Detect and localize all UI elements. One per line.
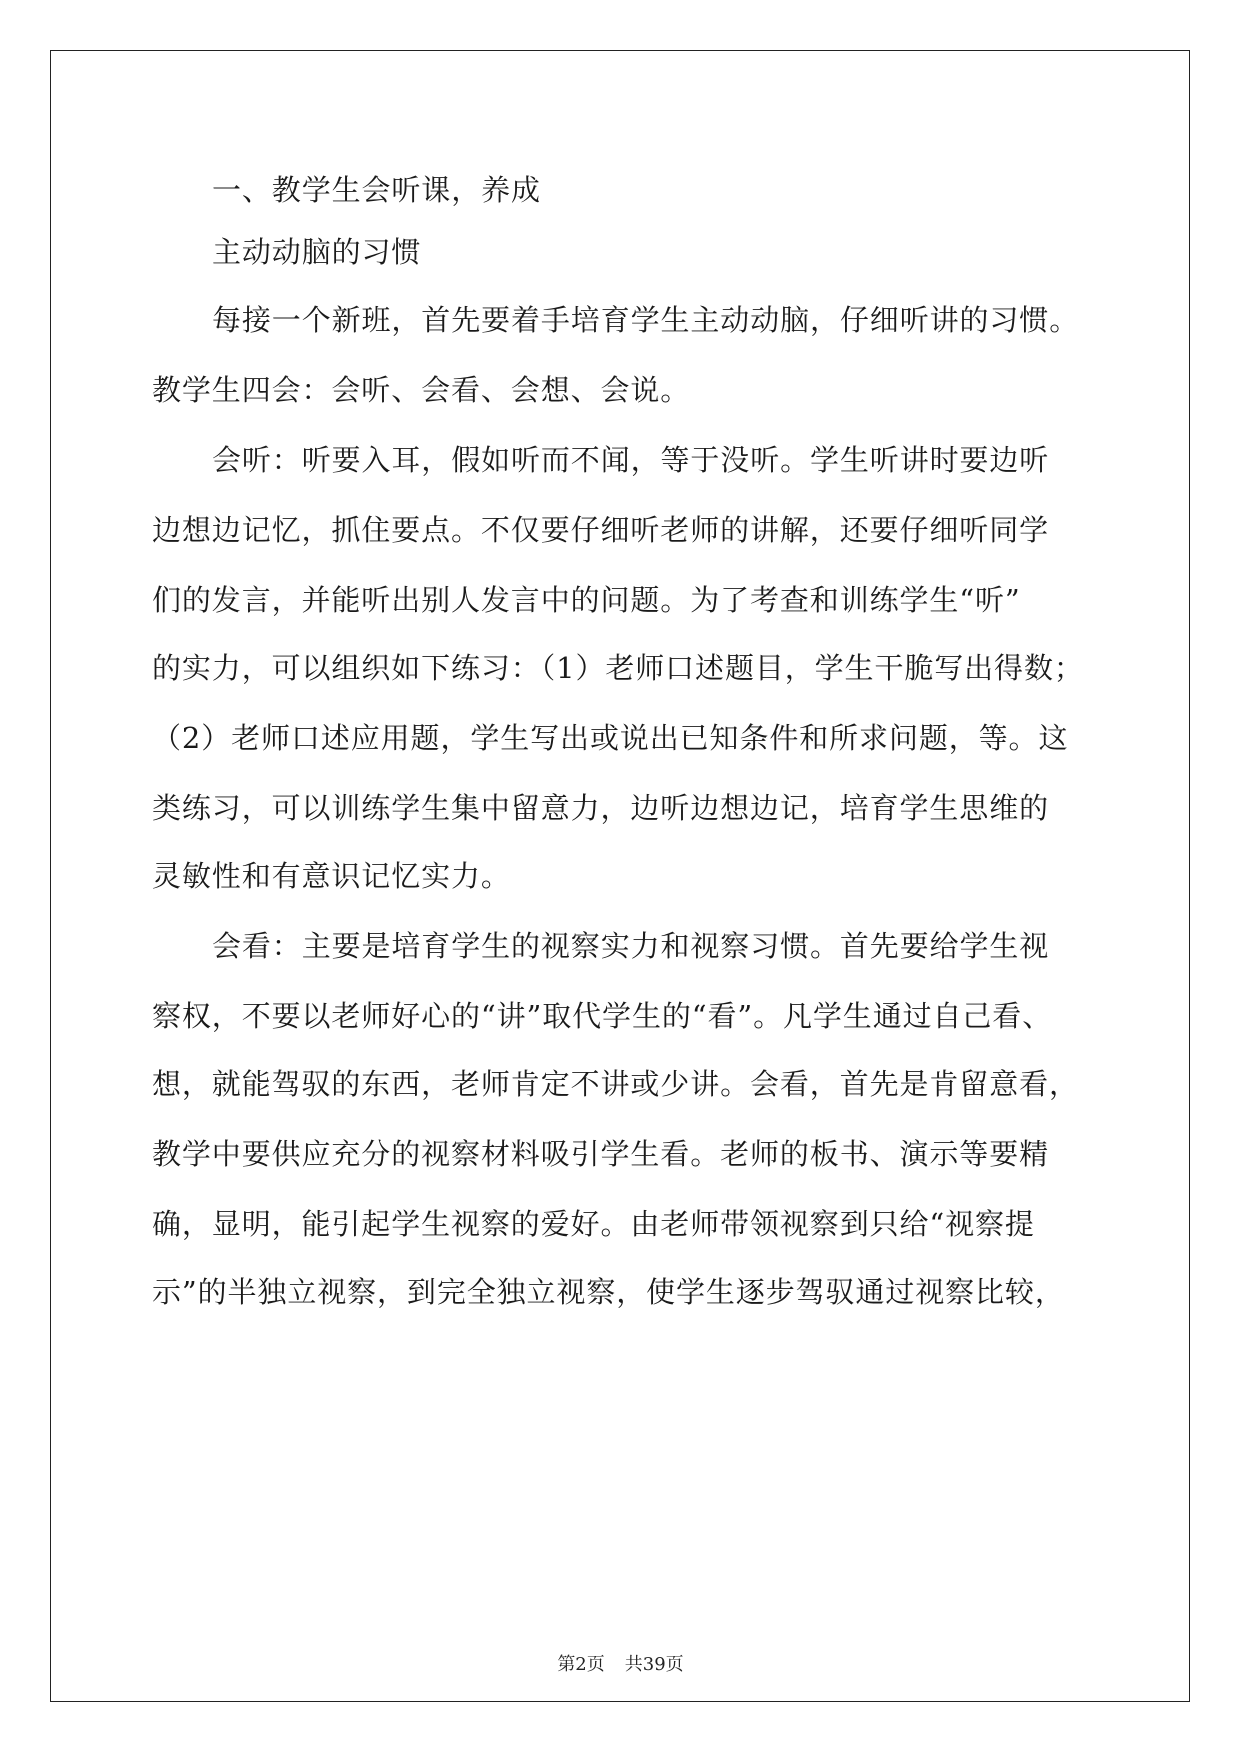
paragraph-line: 会听：听要入耳，假如听而不闻，等于没听。学生听讲时要边听 (212, 443, 1050, 477)
paragraph-line: 每接一个新班，首先要着手培育学生主动动脑，仔细听讲的习惯。 (212, 303, 1080, 337)
page-footer (0, 1650, 1241, 1676)
paragraph-line: 们的发言，并能听出别人发言中的问题。为了考查和训练学生“听” (152, 583, 1021, 617)
paragraph-line: 示”的半独立视察，到完全独立视察，使学生逐步驾驭通过视察比较， (152, 1275, 1065, 1309)
paragraph-line: 类练习，可以训练学生集中留意力，边听边想边记，培育学生思维的 (152, 791, 1050, 825)
paragraph-line: 会看：主要是培育学生的视察实力和视察习惯。首先要给学生视 (212, 929, 1050, 963)
page-number: 第2页 (557, 1654, 605, 1675)
paragraph-line: 确，显明，能引起学生视察的爱好。由老师带领视察到只给“视察提 (152, 1207, 1035, 1241)
paragraph-line: 教学生四会：会听、会看、会想、会说。 (152, 373, 691, 407)
heading-line-2: 主动动脑的习惯 (212, 235, 422, 269)
paragraph-line: 察权，不要以老师好心的“讲”取代学生的“看”。凡学生通过自己看、 (152, 999, 1053, 1033)
page-total: 共39页 (624, 1654, 684, 1675)
paragraph-line: 想，就能驾驭的东西，老师肯定不讲或少讲。会看，首先是肯留意看， (152, 1067, 1079, 1101)
paragraph-line: 灵敏性和有意识记忆实力。 (152, 859, 511, 893)
paragraph-line: 边想边记忆，抓住要点。不仅要仔细听老师的讲解，还要仔细听同学 (152, 513, 1050, 547)
heading-line-1: 一、教学生会听课，养成 (212, 173, 541, 207)
paragraph-line: 教学中要供应充分的视察材料吸引学生看。老师的板书、演示等要精 (152, 1137, 1050, 1171)
paragraph-line: （2）老师口述应用题，学生写出或说出已知条件和所求问题，等。这 (152, 721, 1069, 755)
paragraph-line: 的实力，可以组织如下练习：（1）老师口述题目，学生干脆写出得数； (152, 651, 1084, 685)
